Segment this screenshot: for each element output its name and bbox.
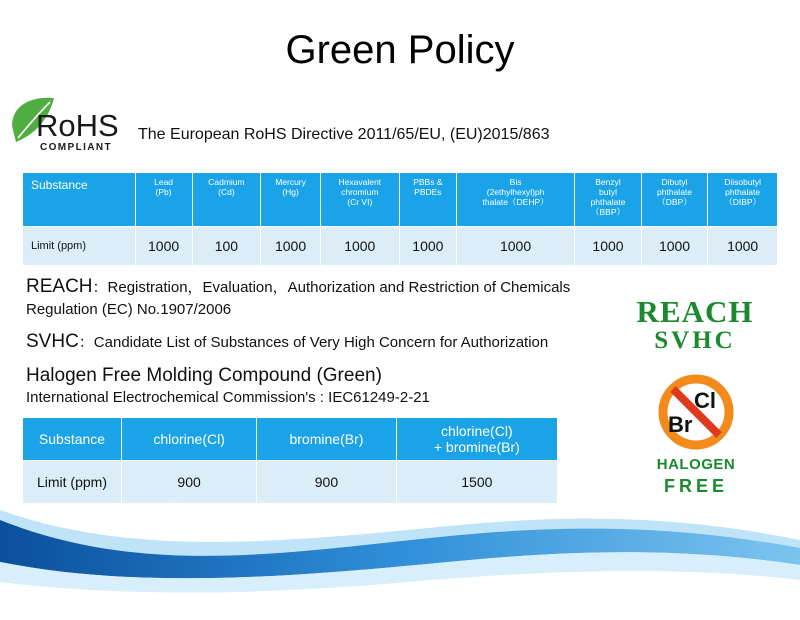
rohs-col-header-line: (Cr VI) [347,197,373,207]
rohs-col-header-line: (Hg) [282,187,299,197]
rohs-col-header-line: (Cd) [218,187,235,197]
rohs-col-header-line: PBDEs [414,187,442,197]
reach-logo-text: REACH [636,294,754,329]
rohs-limit-value: 1000 [135,227,192,266]
rohs-col-header [320,173,399,227]
rohs-col-header-line: （BBP） [591,207,626,217]
halogen-limit-value: 900 [257,461,396,504]
halogen-col-header-line: + bromine(Br) [433,439,520,455]
halogen-col-header [122,418,257,461]
rohs-col-header [708,173,778,227]
rohs-directive [138,126,550,144]
rohs-col-header [456,173,574,227]
cl-symbol: Cl [694,388,716,413]
halogen-limit-label: Limit (ppm) [23,461,122,504]
halogen-title: Halogen Free Molding Compound (Green) [26,365,382,386]
rohs-limit-value: 1000 [320,227,399,266]
rohs-col-header-line: PBBs & [413,177,443,187]
rohs-col-header-line: thalate（DEHP） [482,197,549,207]
rohs-col-header [192,173,261,227]
rohs-col-header-line: Hexavalent [338,177,382,187]
rohs-col-header [135,173,192,227]
rohs-limit-value: 1000 [456,227,574,266]
free-logo-text: FREE [663,476,728,496]
rohs-logo-text: RoHS [36,108,119,143]
decorative-wave [0,470,800,620]
rohs-col-header-line: phthalate [657,187,693,197]
svhc-line [26,331,548,353]
halogen-col-header-line: bromine(Br) [289,431,364,447]
rohs-col-header-line: Diisobutyl [724,177,762,187]
svhc-logo-text: SVHC [654,327,736,354]
halogen-col-header-line: chlorine(Cl) [153,431,225,447]
rohs-col-header-line: （DBP） [657,197,692,207]
rohs-col-header [399,173,456,227]
rohs-directive-ref: 2011/65/EU, (EU)2015/863 [353,126,550,143]
rohs-limit-value: 100 [192,227,261,266]
rohs-col-header-line: phthalate [590,197,626,207]
rohs-col-header-line: chromium [341,187,379,197]
rohs-col-header-line: Cadmium [208,177,245,187]
halogen-limit-value: 900 [122,461,257,504]
rohs-col-header-line: Benzyl [595,177,621,187]
rohs-compliant-logo [6,92,134,154]
rohs-col-header-line: （DIBP） [724,197,762,207]
rohs-limit-value: 1000 [399,227,456,266]
rohs-col-header-line: Lead [154,177,174,187]
rohs-directive-label: The European RoHS Directive [138,126,354,143]
rohs-row-header: Substance [23,173,136,227]
rohs-logo-sub: COMPLIANT [40,142,113,153]
rohs-limit-value: 1000 [641,227,708,266]
rohs-col-header-line: Mercury [275,177,306,187]
halogen-row-header: Substance [23,418,122,461]
rohs-col-header-line: Bis [509,177,522,187]
reach-regulation: Regulation (EC) No.1907/2006 [26,301,232,318]
rohs-limit-value: 1000 [575,227,642,266]
rohs-limit-value: 1000 [261,227,320,266]
halogen-free-logo [650,372,742,496]
halogen-col-header-line: chlorine(Cl) [441,423,513,439]
rohs-col-header [261,173,320,227]
br-symbol: Br [668,412,693,437]
halogen-logo-text: HALOGEN [656,456,736,473]
rohs-col-header-line: butyl [599,187,617,197]
page-title: Green Policy [285,28,515,72]
rohs-limit-label: Limit (ppm) [23,227,136,266]
rohs-col-header-line: phthalate [725,187,761,197]
svhc-desc: ：Candidate List of Substances of Very High Concern for Authorization [78,334,549,351]
halogen-standard: International Electrochemical Commission's : IEC61249-2-21 [26,389,430,406]
halogen-col-header [396,418,557,461]
rohs-limit-value: 1000 [708,227,778,266]
reach-desc: ：Registration，Evaluation，Authorization and Restriction of Chemicals [92,279,571,296]
no-halogen-icon [650,372,742,452]
halogen-col-header [257,418,396,461]
rohs-col-header-line: (2ethylhexyl)ph [486,187,545,197]
rohs-col-header [575,173,642,227]
halogen-limit-value: 1500 [396,461,557,504]
svhc-label: SVHC [26,331,79,352]
reach-svhc-logo [636,296,754,354]
rohs-col-header [641,173,708,227]
reach-label: REACH [26,276,93,297]
rohs-col-header-line: (Pb) [155,187,172,197]
reach-line [26,276,570,298]
rohs-limit-table [22,172,778,266]
rohs-col-header-line: Dibutyl [661,177,688,187]
